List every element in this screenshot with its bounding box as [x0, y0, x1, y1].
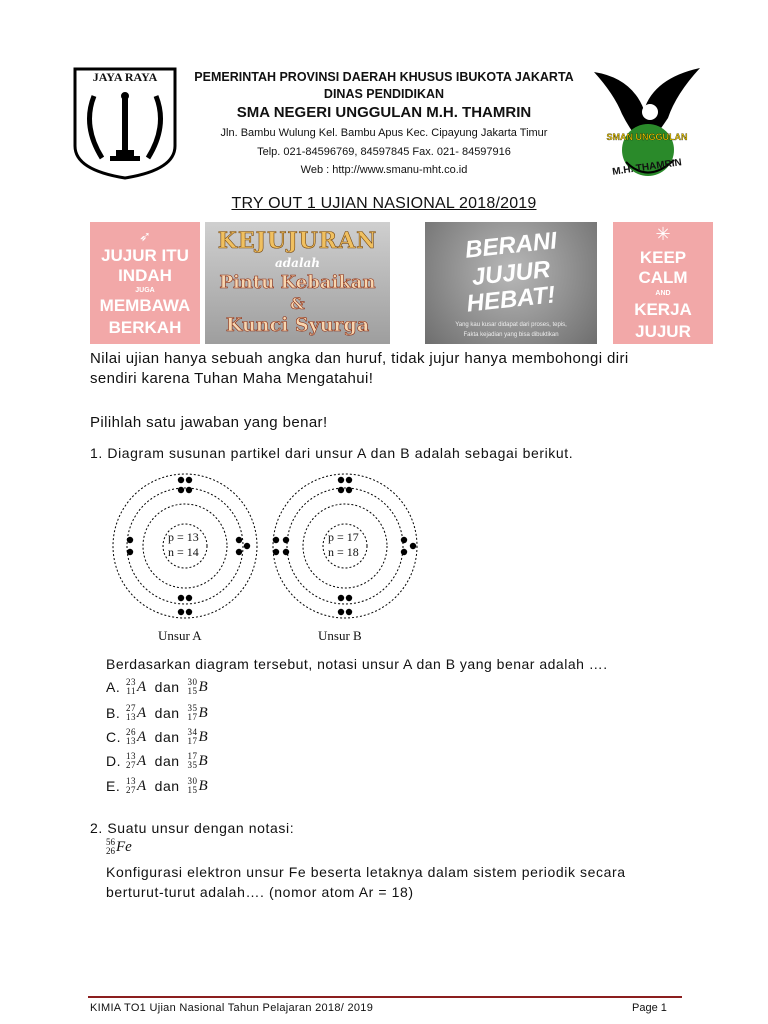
option-letter: B.	[106, 705, 121, 721]
option-nuclide-a	[126, 678, 147, 696]
option-letter: E.	[106, 778, 121, 794]
nuclide-a-mass: 26	[126, 727, 136, 737]
banner-jujur-itu-indah	[90, 222, 200, 344]
banner2-line4: &	[290, 294, 305, 313]
banner2-line5: Kunci Syurga	[225, 314, 370, 336]
option-dan: dan	[154, 705, 180, 721]
atom-diagrams	[110, 466, 430, 646]
banner2-line2: adalah	[275, 256, 320, 270]
dove-icon: ➶	[139, 228, 151, 244]
nuclide-b-symbol: B	[198, 678, 209, 695]
banner2-line1: KEJUJURAN	[217, 228, 378, 254]
right-logo-bottom: M.H. THAMRIN	[611, 157, 683, 178]
q2-line1: Konfigurasi elektron unsur Fe beserta letaknya dalam sistem periodik secara	[106, 864, 626, 880]
banner4-line2: CALM	[638, 268, 688, 287]
banner-keep-calm	[613, 222, 713, 344]
school-address: Jln. Bambu Wulung Kel. Bambu Apus Kec. Cipayung Jakarta Timur	[220, 127, 548, 139]
intro-line1: Nilai ujian hanya sebuah angka dan huruf, tidak jujur hanya membohongi diri	[90, 350, 629, 367]
fe-symbol: Fe	[116, 838, 132, 855]
instruction: Pilihlah satu jawaban yang benar!	[90, 414, 328, 431]
banner-berani-jujur-hebat	[425, 222, 597, 344]
nuclide-a-symbol: A	[137, 678, 147, 695]
right-logo	[592, 64, 702, 186]
atom-shells-svg	[110, 466, 430, 646]
nuclide-a-mass: 23	[126, 677, 136, 687]
nuclide-b-symbol: B	[198, 704, 209, 721]
nuclide-a-symbol: A	[137, 777, 147, 794]
nuclide-b-symbol: B	[198, 728, 209, 745]
option-letter: C.	[106, 729, 121, 745]
atom-a-protons: p = 13	[168, 530, 199, 544]
intro-line2: sendiri karena Tuhan Maha Mengatahui!	[90, 370, 374, 387]
nuclide-b-mass: 17	[187, 751, 198, 761]
atom-b-label: Unsur B	[318, 628, 362, 643]
nuclide-b-mass: 34	[187, 727, 198, 737]
banner1-line5: BERKAH	[108, 318, 182, 337]
right-logo-top: SMAN UNGGULAN	[606, 132, 688, 142]
banner3-small2: Fakta kejadian yang bisa dibuktikan	[463, 332, 559, 338]
option-nuclide-b	[188, 678, 209, 696]
option-dan: dan	[154, 778, 180, 794]
option-nuclide-a	[126, 728, 147, 746]
q1-option-row[interactable]	[106, 728, 208, 746]
banner3-small1: Yang kau kusar didapat dari proses, tepis,	[455, 322, 567, 328]
page-title: TRY OUT 1 UJIAN NASIONAL 2018/2019	[231, 195, 537, 212]
q1-option-row[interactable]	[106, 777, 208, 795]
option-nuclide-a	[126, 777, 147, 795]
nuclide-b-number: 15	[187, 785, 198, 795]
nuclide-a-number: 13	[126, 736, 136, 746]
nuclide-a-symbol: A	[137, 752, 147, 769]
option-nuclide-a	[126, 752, 147, 770]
left-logo-text: JAYA RAYA	[92, 70, 158, 84]
atom-b-protons: p = 17	[328, 530, 359, 544]
q2-stem: 2. Suatu unsur dengan notasi:	[90, 820, 295, 836]
q2-line2: berturut-turut adalah…. (nomor atom Ar = 18)	[106, 884, 414, 900]
nuclide-a-number: 11	[126, 686, 136, 696]
banner1-line3: JUGA	[135, 287, 155, 294]
q1-stem: 1. Diagram susunan partikel dari unsur A dan B adalah sebagai berikut.	[90, 445, 574, 461]
option-nuclide-a	[126, 704, 147, 722]
header-line2: DINAS PENDIDIKAN	[323, 87, 445, 101]
nuclide-b-symbol: B	[198, 777, 209, 794]
nuclide-a-mass: 13	[126, 776, 136, 786]
banner4-line3: AND	[655, 290, 671, 297]
q1-option-row[interactable]	[106, 752, 208, 770]
nuclide-b-mass: 30	[187, 776, 198, 786]
banner3-line2: JUJUR	[470, 255, 552, 292]
school-phone: Telp. 021-84596769, 84597845 Fax. 021- 84597916	[257, 146, 511, 158]
nuclide-a-symbol: A	[137, 704, 147, 721]
atom-a-label: Unsur A	[158, 628, 202, 643]
school-name: SMA NEGERI UNGGULAN M.H. THAMRIN	[236, 104, 532, 121]
nuclide-b-mass: 30	[187, 677, 198, 687]
banner3-line3: HEBAT!	[465, 281, 557, 318]
option-nuclide-b	[188, 704, 209, 722]
banner4-line4: KERJA	[634, 300, 692, 319]
nuclide-a-symbol: A	[137, 728, 147, 745]
nuclide-b-number: 35	[187, 760, 198, 770]
banner1-line2: INDAH	[118, 266, 172, 285]
nuclide-a-number: 27	[126, 760, 136, 770]
q1-question: Berdasarkan diagram tersebut, notasi unsur A dan B yang benar adalah ….	[106, 656, 608, 672]
option-dan: dan	[154, 753, 180, 769]
header-line1: PEMERINTAH PROVINSI DAERAH KHUSUS IBUKOTA JAKARTA	[194, 70, 574, 84]
q1-option-row[interactable]	[106, 704, 208, 722]
atom-a-neutrons: n = 14	[168, 545, 199, 559]
fe-notation	[106, 838, 132, 856]
nuclide-b-symbol: B	[198, 752, 209, 769]
footer-rule	[88, 996, 682, 998]
banner4-line5: JUJUR	[635, 322, 691, 341]
footer-left: KIMIA TO1 Ujian Nasional Tahun Pelajaran 2018/ 2019	[90, 1002, 374, 1014]
nuclide-b-number: 17	[187, 712, 198, 722]
option-dan: dan	[154, 679, 180, 695]
option-nuclide-b	[188, 777, 209, 795]
nuclide-b-number: 15	[187, 686, 198, 696]
option-nuclide-b	[188, 728, 209, 746]
snowflake-icon: ✳	[655, 224, 671, 244]
fe-number: 26	[106, 846, 115, 856]
option-letter: D.	[106, 753, 121, 769]
footer-page: Page 1	[632, 1002, 667, 1014]
banner1-line1: JUJUR ITU	[101, 246, 189, 265]
option-letter: A.	[106, 679, 121, 695]
banner2-line3: Pintu Kebaikan	[219, 272, 376, 293]
nuclide-a-number: 27	[126, 785, 136, 795]
school-web: Web : http://www.smanu-mht.co.id	[300, 164, 468, 176]
banner-kejujuran	[205, 222, 390, 344]
option-nuclide-b	[188, 752, 209, 770]
banner3-line1: BERANI	[463, 227, 559, 264]
nuclide-b-number: 17	[187, 736, 198, 746]
banner4-line1: KEEP	[639, 248, 687, 267]
option-dan: dan	[154, 729, 180, 745]
banner1-line4: MEMBAWA	[99, 296, 191, 315]
fe-mass: 56	[106, 837, 115, 847]
q1-option-row[interactable]	[106, 678, 208, 696]
nuclide-a-mass: 13	[126, 751, 136, 761]
atom-b-neutrons: n = 18	[328, 545, 359, 559]
nuclide-a-number: 13	[126, 712, 136, 722]
nuclide-a-mass: 27	[126, 703, 136, 713]
nuclide-b-mass: 35	[187, 703, 198, 713]
